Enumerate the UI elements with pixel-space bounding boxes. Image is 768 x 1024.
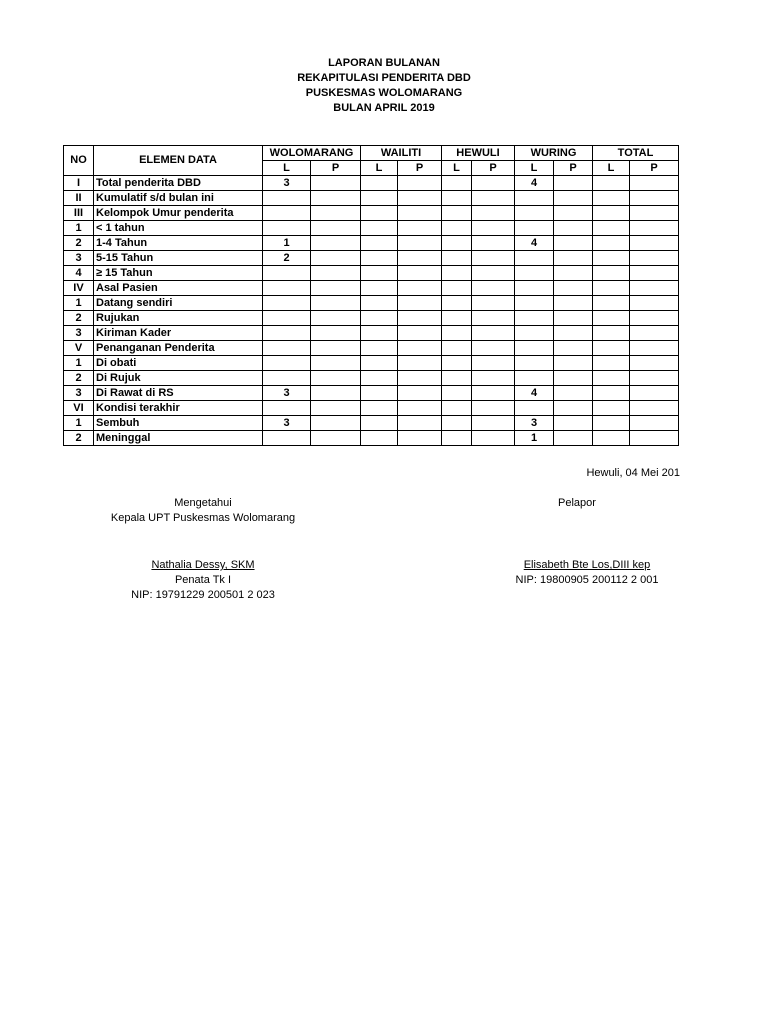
row-label: Di Rawat di RS [94,386,263,401]
value-cell [398,296,442,311]
value-cell [442,236,472,251]
sub-header-cell: L [442,161,472,176]
value-cell [311,251,361,266]
table-row [64,431,679,446]
row-number: 2 [64,311,94,326]
row-label: 5-15 Tahun [94,251,263,266]
value-cell [398,341,442,356]
value-cell [630,221,679,236]
row-label: Kumulatif s/d bulan ini [94,191,263,206]
left-caption: Mengetahui [174,497,232,509]
table-row [64,221,679,236]
row-number: 2 [64,236,94,251]
table-header [64,146,679,176]
value-cell [554,221,593,236]
value-cell [311,311,361,326]
row-label: 1-4 Tahun [94,236,263,251]
value-cell [593,356,630,371]
value-cell [361,296,398,311]
value-cell [398,326,442,341]
value-cell: 3 [263,176,311,191]
value-cell [311,371,361,386]
value-cell [361,236,398,251]
left-signature-block [63,496,343,526]
row-number: 3 [64,326,94,341]
value-cell [630,371,679,386]
dbd-recap-table [63,145,679,446]
table-row [64,236,679,251]
value-cell [593,416,630,431]
left-rank: Penata Tk I [174,574,232,586]
value-cell [472,386,515,401]
value-cell [554,281,593,296]
row-number: 1 [64,221,94,236]
value-cell [593,281,630,296]
value-cell [554,371,593,386]
value-cell [593,251,630,266]
table-row [64,251,679,266]
value-cell [630,236,679,251]
right-caption: Pelapor [558,497,596,509]
row-label: < 1 tahun [94,221,263,236]
value-cell: 4 [515,386,554,401]
value-cell [515,356,554,371]
value-cell [593,371,630,386]
table-row [64,296,679,311]
value-cell [515,341,554,356]
value-cell [472,221,515,236]
header-group: HEWULI [442,146,515,161]
value-cell [593,176,630,191]
value-cell [361,311,398,326]
value-cell [630,326,679,341]
value-cell: 3 [263,416,311,431]
report-title: LAPORAN BULANAN [328,57,440,69]
left-nip: NIP: 19791229 200501 2 023 [131,589,275,601]
value-cell [398,236,442,251]
row-label: Di Rujuk [94,371,263,386]
value-cell [554,251,593,266]
value-cell [554,326,593,341]
value-cell [361,176,398,191]
value-cell [630,251,679,266]
value-cell [442,341,472,356]
value-cell [472,356,515,371]
value-cell [472,401,515,416]
value-cell [263,221,311,236]
value-cell [472,296,515,311]
table-row [64,371,679,386]
value-cell [472,416,515,431]
value-cell [472,431,515,446]
value-cell [398,206,442,221]
value-cell [472,206,515,221]
value-cell [472,191,515,206]
report-subtitle: REKAPITULASI PENDERITA DBD [297,72,471,84]
value-cell: 1 [515,431,554,446]
table-row [64,326,679,341]
value-cell [311,416,361,431]
sub-header-cell: L [593,161,630,176]
header-element: ELEMEN DATA [94,146,263,176]
value-cell [398,416,442,431]
value-cell [630,401,679,416]
value-cell [630,341,679,356]
row-number: 1 [64,416,94,431]
header-group: WAILITI [361,146,442,161]
value-cell [311,266,361,281]
value-cell [361,371,398,386]
table-body [64,176,679,446]
value-cell [442,311,472,326]
value-cell [398,371,442,386]
value-cell [442,401,472,416]
value-cell [398,251,442,266]
value-cell [593,326,630,341]
table-row [64,281,679,296]
right-signatory [490,558,684,588]
value-cell [263,401,311,416]
value-cell [515,266,554,281]
value-cell [311,191,361,206]
value-cell [398,431,442,446]
row-number: III [64,206,94,221]
value-cell [361,386,398,401]
value-cell [263,371,311,386]
value-cell [630,386,679,401]
table-row [64,206,679,221]
row-label: Datang sendiri [94,296,263,311]
sub-header-cell: P [311,161,361,176]
table-row [64,176,679,191]
value-cell [398,221,442,236]
value-cell [311,236,361,251]
table-row [64,416,679,431]
value-cell [263,296,311,311]
value-cell [630,266,679,281]
value-cell [263,191,311,206]
row-label: Meninggal [94,431,263,446]
value-cell [361,431,398,446]
report-facility: PUSKESMAS WOLOMARANG [305,87,463,99]
header-group: WURING [515,146,593,161]
value-cell [593,221,630,236]
value-cell [554,341,593,356]
value-cell [263,266,311,281]
value-cell [515,251,554,266]
sub-header-cell: P [630,161,679,176]
row-label: ≥ 15 Tahun [94,266,263,281]
value-cell [442,356,472,371]
value-cell [515,371,554,386]
value-cell [593,431,630,446]
value-cell [472,326,515,341]
value-cell [361,356,398,371]
left-position: Kepala UPT Puskesmas Wolomarang [110,512,296,524]
value-cell [515,221,554,236]
value-cell [554,296,593,311]
value-cell [442,431,472,446]
row-label: Kondisi terakhir [94,401,263,416]
value-cell [263,311,311,326]
report-period: BULAN APRIL 2019 [333,102,435,114]
value-cell [311,356,361,371]
value-cell [472,236,515,251]
value-cell: 3 [515,416,554,431]
value-cell [554,356,593,371]
value-cell [398,311,442,326]
table-row [64,356,679,371]
value-cell: 1 [263,236,311,251]
value-cell [593,206,630,221]
value-cell [263,431,311,446]
value-cell [593,341,630,356]
value-cell [554,266,593,281]
sub-header-cell: L [515,161,554,176]
row-label: Asal Pasien [94,281,263,296]
row-label: Kiriman Kader [94,326,263,341]
sub-header-cell: P [472,161,515,176]
value-cell [554,401,593,416]
row-number: 4 [64,266,94,281]
value-cell [361,251,398,266]
header-no: NO [64,146,94,176]
table-row [64,266,679,281]
value-cell [554,386,593,401]
value-cell [472,341,515,356]
sub-header-cell: L [263,161,311,176]
value-cell [630,416,679,431]
value-cell [472,281,515,296]
sub-header-cell: P [554,161,593,176]
row-number: 1 [64,356,94,371]
value-cell [398,401,442,416]
value-cell [311,206,361,221]
value-cell [361,401,398,416]
right-name: Elisabeth Bte Los,DIII kep [523,559,651,571]
value-cell [311,326,361,341]
value-cell [515,311,554,326]
value-cell [442,206,472,221]
row-label: Penanganan Penderita [94,341,263,356]
value-cell [554,236,593,251]
header-group: WOLOMARANG [263,146,361,161]
value-cell [442,176,472,191]
value-cell [263,326,311,341]
value-cell [472,371,515,386]
value-cell [472,311,515,326]
table-row [64,311,679,326]
value-cell [630,281,679,296]
value-cell [311,401,361,416]
value-cell [472,266,515,281]
value-cell [442,371,472,386]
value-cell [554,191,593,206]
value-cell [398,191,442,206]
value-cell [630,296,679,311]
value-cell [263,281,311,296]
value-cell [630,431,679,446]
left-name: Nathalia Dessy, SKM [151,559,255,571]
value-cell [398,266,442,281]
value-cell [554,311,593,326]
value-cell [311,341,361,356]
value-cell [554,431,593,446]
row-number: 3 [64,386,94,401]
value-cell [398,176,442,191]
value-cell [398,356,442,371]
value-cell [311,296,361,311]
row-number: 2 [64,431,94,446]
value-cell: 4 [515,176,554,191]
value-cell [398,386,442,401]
value-cell [311,431,361,446]
value-cell [442,416,472,431]
value-cell [554,176,593,191]
row-number: 3 [64,251,94,266]
table-row [64,191,679,206]
value-cell [442,191,472,206]
value-cell [442,251,472,266]
value-cell [630,356,679,371]
value-cell [593,386,630,401]
value-cell [442,326,472,341]
row-number: IV [64,281,94,296]
value-cell: 4 [515,236,554,251]
value-cell [311,281,361,296]
value-cell [442,296,472,311]
row-label: Sembuh [94,416,263,431]
value-cell [472,251,515,266]
value-cell [630,191,679,206]
value-cell [442,221,472,236]
value-cell [311,176,361,191]
value-cell [361,341,398,356]
value-cell [311,386,361,401]
value-cell [630,206,679,221]
table-row [64,401,679,416]
table-row [64,386,679,401]
value-cell [630,176,679,191]
value-cell [554,416,593,431]
row-number: V [64,341,94,356]
value-cell [630,311,679,326]
value-cell [593,191,630,206]
report-title-block [0,56,768,116]
left-signatory [63,558,343,603]
value-cell: 2 [263,251,311,266]
value-cell [593,266,630,281]
row-label: Total penderita DBD [94,176,263,191]
value-cell [361,326,398,341]
row-number: 1 [64,296,94,311]
value-cell [263,206,311,221]
value-cell [442,266,472,281]
value-cell [593,311,630,326]
value-cell [593,401,630,416]
value-cell [442,386,472,401]
value-cell [593,236,630,251]
value-cell [593,296,630,311]
value-cell [398,281,442,296]
value-cell [515,281,554,296]
value-cell [515,296,554,311]
value-cell [361,206,398,221]
right-nip: NIP: 19800905 200112 2 001 [515,574,659,586]
row-label: Rujukan [94,311,263,326]
row-number: 2 [64,371,94,386]
value-cell [472,176,515,191]
value-cell [515,401,554,416]
value-cell [361,191,398,206]
place-date: Hewuli, 04 Mei 201 [586,467,680,479]
sub-header-cell: P [398,161,442,176]
value-cell [361,416,398,431]
value-cell [311,221,361,236]
header-group: TOTAL [593,146,679,161]
value-cell [515,326,554,341]
value-cell [263,356,311,371]
value-cell: 3 [263,386,311,401]
sub-header-cell: L [361,161,398,176]
value-cell [515,206,554,221]
row-number: VI [64,401,94,416]
value-cell [361,221,398,236]
value-cell [361,266,398,281]
value-cell [515,191,554,206]
value-cell [361,281,398,296]
row-label: Di obati [94,356,263,371]
table-row [64,341,679,356]
value-cell [554,206,593,221]
row-number: II [64,191,94,206]
value-cell [442,281,472,296]
row-label: Kelompok Umur penderita [94,206,263,221]
row-number: I [64,176,94,191]
value-cell [263,341,311,356]
